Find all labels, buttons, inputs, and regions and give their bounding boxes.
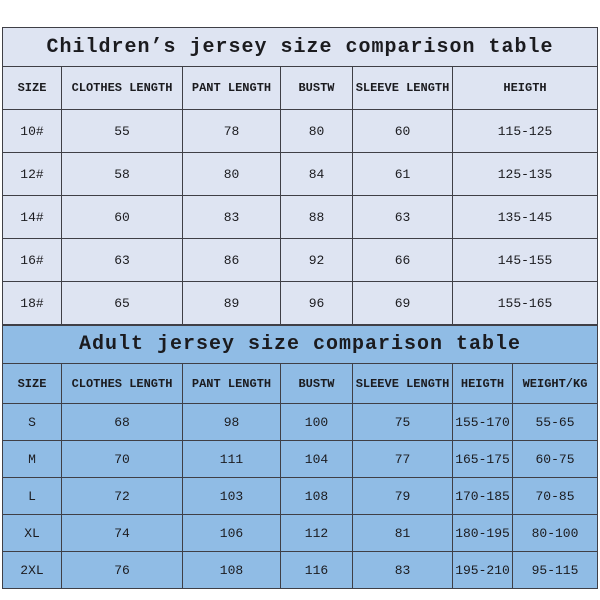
table-cell: 195-210 [453, 552, 513, 589]
column-header-clothes-length: CLOTHES LENGTH [62, 364, 183, 404]
table-cell: 61 [353, 153, 453, 196]
table-cell: 63 [353, 196, 453, 239]
table-row [3, 552, 598, 589]
table-cell: 98 [183, 404, 281, 441]
table-cell: 14# [3, 196, 62, 239]
column-header-bust: BUSTW [281, 67, 353, 110]
table-cell: S [3, 404, 62, 441]
column-header-weight: WEIGHT/KG [513, 364, 598, 404]
table-cell: 165-175 [453, 441, 513, 478]
table-cell: 106 [183, 515, 281, 552]
table-row [3, 441, 598, 478]
column-header-clothes-length: CLOTHES LENGTH [62, 67, 183, 110]
table-cell: 108 [183, 552, 281, 589]
table-cell: 95-115 [513, 552, 598, 589]
children-table-title: Children’s jersey size comparison table [3, 28, 598, 67]
column-header-pant-length: PANT LENGTH [183, 364, 281, 404]
table-cell: 116 [281, 552, 353, 589]
table-cell: 69 [353, 282, 453, 325]
table-cell: 81 [353, 515, 453, 552]
adult-title-row [3, 326, 598, 364]
table-cell: 80 [281, 110, 353, 153]
table-cell: 60-75 [513, 441, 598, 478]
table-cell: 96 [281, 282, 353, 325]
table-cell: 58 [62, 153, 183, 196]
table-cell: 70-85 [513, 478, 598, 515]
adult-table-title: Adult jersey size comparison table [3, 326, 598, 364]
table-cell: 180-195 [453, 515, 513, 552]
table-cell: 79 [353, 478, 453, 515]
table-row [3, 196, 598, 239]
table-cell: 77 [353, 441, 453, 478]
column-header-size: SIZE [3, 364, 62, 404]
table-cell: 65 [62, 282, 183, 325]
column-header-height: HEIGTH [453, 67, 598, 110]
table-cell: 112 [281, 515, 353, 552]
table-cell: 63 [62, 239, 183, 282]
table-cell: 72 [62, 478, 183, 515]
table-cell: 2XL [3, 552, 62, 589]
adult-header-row [3, 364, 598, 404]
table-cell: 100 [281, 404, 353, 441]
table-cell: 103 [183, 478, 281, 515]
table-cell: 83 [353, 552, 453, 589]
table-cell: 155-170 [453, 404, 513, 441]
table-row [3, 282, 598, 325]
column-header-sleeve-length: SLEEVE LENGTH [353, 364, 453, 404]
table-cell: 80-100 [513, 515, 598, 552]
table-cell: 88 [281, 196, 353, 239]
column-header-pant-length: PANT LENGTH [183, 67, 281, 110]
table-row [3, 478, 598, 515]
table-cell: 75 [353, 404, 453, 441]
table-cell: 55-65 [513, 404, 598, 441]
table-cell: 108 [281, 478, 353, 515]
table-cell: 155-165 [453, 282, 598, 325]
table-cell: 125-135 [453, 153, 598, 196]
adult-size-table [2, 325, 598, 589]
column-header-size: SIZE [3, 67, 62, 110]
table-cell: 111 [183, 441, 281, 478]
children-title-row [3, 28, 598, 67]
table-cell: 68 [62, 404, 183, 441]
table-cell: 115-125 [453, 110, 598, 153]
table-cell: 76 [62, 552, 183, 589]
column-header-sleeve-length: SLEEVE LENGTH [353, 67, 453, 110]
children-header-row [3, 67, 598, 110]
table-cell: 78 [183, 110, 281, 153]
table-cell: 60 [353, 110, 453, 153]
table-cell: 74 [62, 515, 183, 552]
column-header-height: HEIGTH [453, 364, 513, 404]
table-cell: 80 [183, 153, 281, 196]
table-cell: M [3, 441, 62, 478]
table-cell: 66 [353, 239, 453, 282]
table-cell: 16# [3, 239, 62, 282]
table-cell: 83 [183, 196, 281, 239]
children-size-table [2, 27, 598, 325]
table-row [3, 153, 598, 196]
table-cell: 55 [62, 110, 183, 153]
table-cell: 10# [3, 110, 62, 153]
table-row [3, 239, 598, 282]
table-cell: 104 [281, 441, 353, 478]
table-cell: 89 [183, 282, 281, 325]
table-cell: 84 [281, 153, 353, 196]
table-cell: 12# [3, 153, 62, 196]
table-row [3, 404, 598, 441]
table-cell: 70 [62, 441, 183, 478]
column-header-bust: BUSTW [281, 364, 353, 404]
table-row [3, 515, 598, 552]
table-cell: 60 [62, 196, 183, 239]
table-cell: 92 [281, 239, 353, 282]
table-cell: 135-145 [453, 196, 598, 239]
table-cell: 170-185 [453, 478, 513, 515]
table-cell: 18# [3, 282, 62, 325]
table-cell: XL [3, 515, 62, 552]
table-cell: 86 [183, 239, 281, 282]
table-row [3, 110, 598, 153]
table-cell: L [3, 478, 62, 515]
table-cell: 145-155 [453, 239, 598, 282]
